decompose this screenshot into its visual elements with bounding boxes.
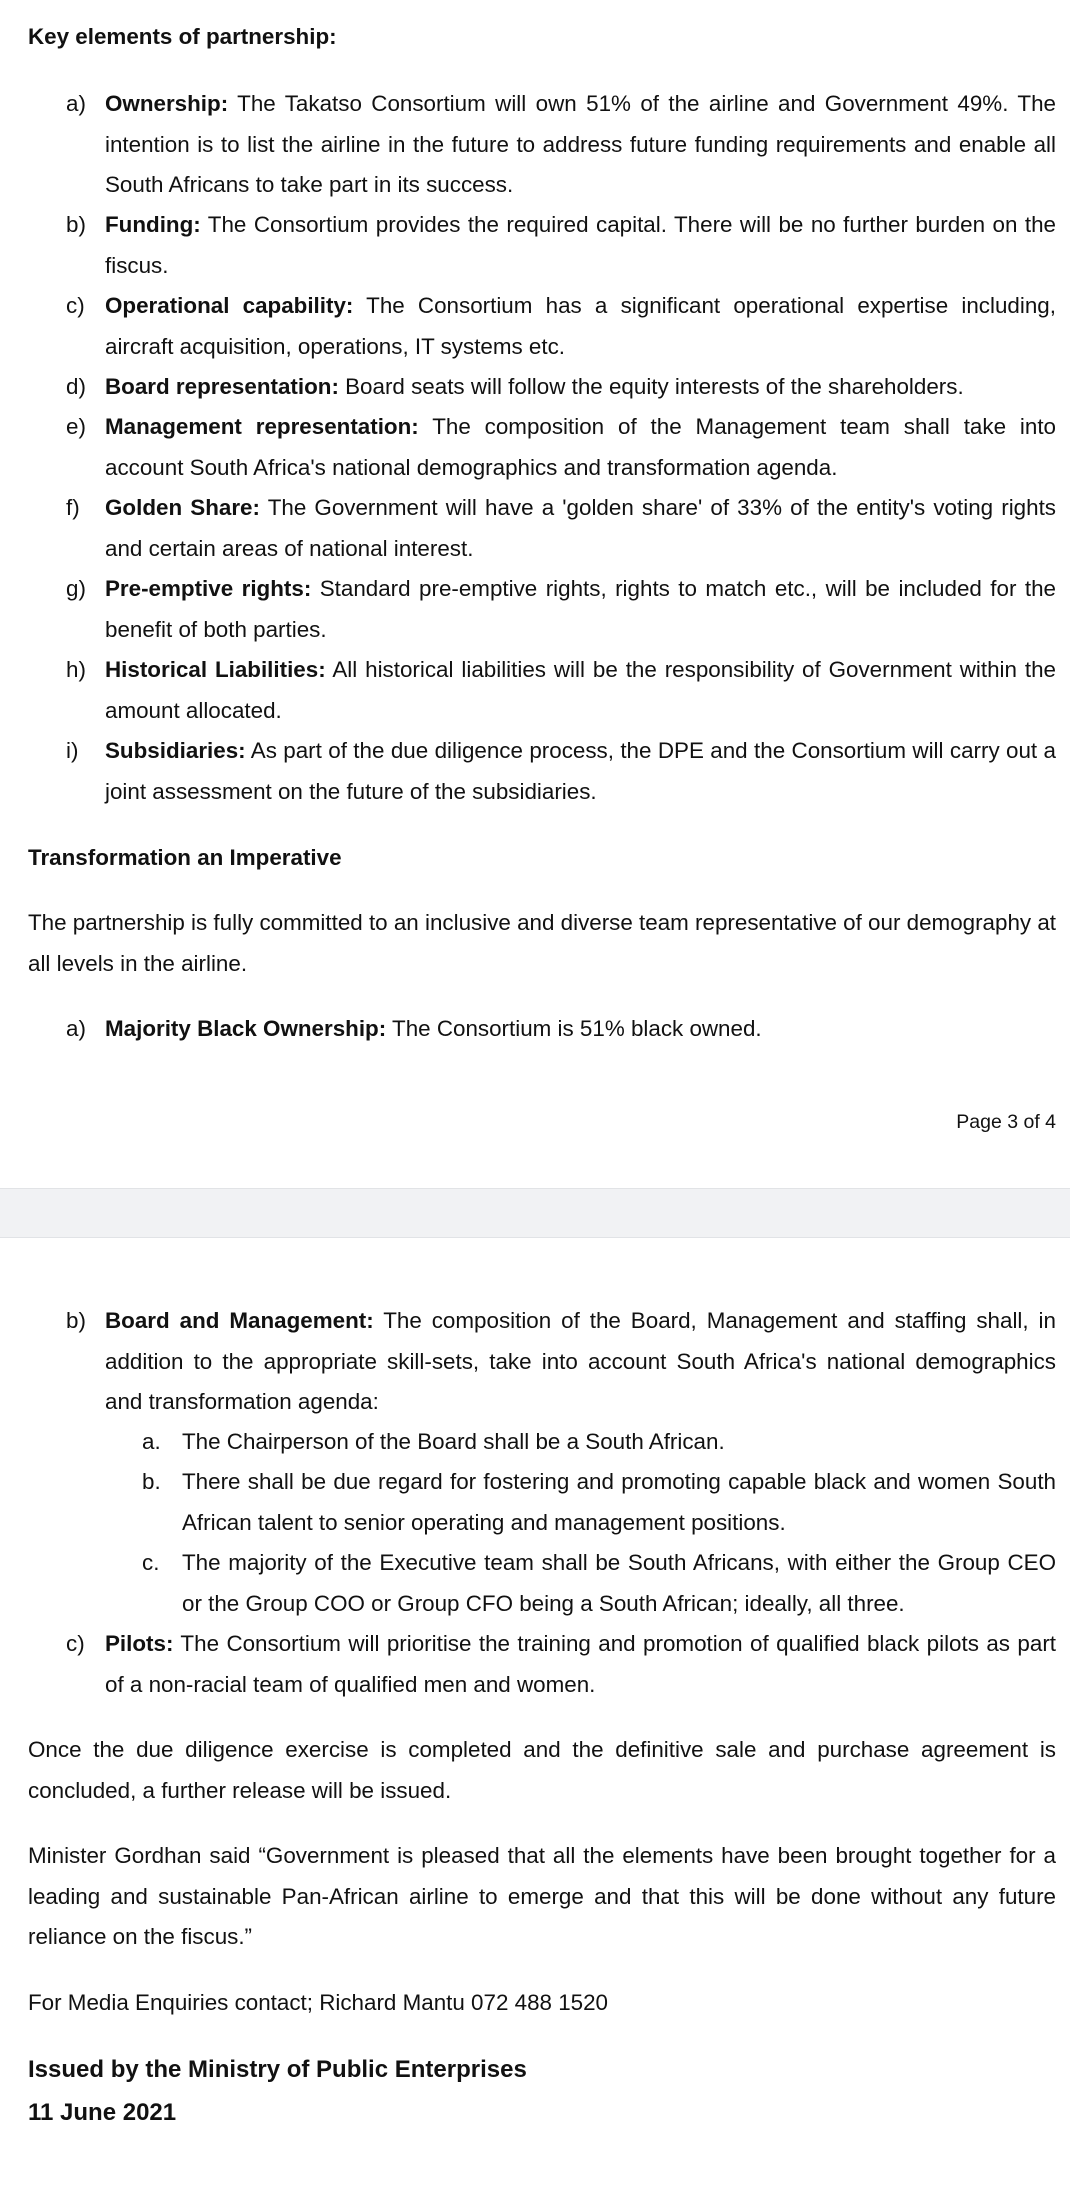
issued-by: Issued by the Ministry of Public Enterprises	[28, 2056, 527, 2083]
list-item	[28, 650, 1056, 731]
list-marker: h)	[66, 657, 86, 682]
transformation-intro: The partnership is fully committed to an inclusive and diverse team representative of our demography at all levels in the airline.	[28, 910, 1057, 976]
sub-item-text: There shall be due regard for fostering and promoting capable black and women South African talent to senior operating and management positions.	[182, 1469, 1056, 1535]
list-item	[28, 731, 1056, 812]
page-separator	[0, 1188, 1070, 1238]
issue-date: 11 June 2021	[28, 2099, 177, 2126]
list-item	[28, 1009, 1056, 1050]
item-text: The Government will have a 'golden share' of 33% of the entity's voting rights and certain areas of national interest.	[105, 495, 1056, 561]
sub-list-item	[28, 1422, 1056, 1463]
list-marker: b)	[66, 212, 86, 237]
list-marker: b)	[66, 1308, 86, 1333]
item-label: Majority Black Ownership:	[105, 1016, 387, 1041]
list-marker: a)	[66, 91, 86, 116]
item-label: Pilots:	[105, 1631, 174, 1656]
item-text: The composition of the Board, Management and staffing shall, in addition to the appropriate skill-sets, take into account South Africa's national demographics and transformation agenda:	[105, 1308, 1056, 1414]
item-label: Golden Share:	[105, 495, 260, 520]
sub-item-text: The majority of the Executive team shall be South Africans, with either the Group CEO or the Group COO or Group CFO being a South African; ideally, all three.	[182, 1550, 1056, 1616]
list-marker: d)	[66, 374, 86, 399]
list-marker: e)	[66, 414, 86, 439]
key-elements-heading: Key elements of partnership:	[28, 24, 337, 49]
item-label: Board and Management:	[105, 1308, 374, 1333]
transformation-heading: Transformation an Imperative	[28, 845, 342, 870]
sub-list-item	[28, 1462, 1056, 1543]
sub-list-marker: c.	[142, 1550, 160, 1575]
item-label: Funding:	[105, 212, 201, 237]
list-item	[28, 569, 1056, 650]
list-item	[28, 488, 1056, 569]
item-label: Operational capability:	[105, 293, 354, 318]
item-text: The Consortium is 51% black owned.	[386, 1016, 762, 1041]
list-marker: c)	[66, 1631, 85, 1656]
sub-list-marker: b.	[142, 1469, 161, 1494]
item-text: Board seats will follow the equity interests of the shareholders.	[338, 374, 964, 399]
list-item	[28, 1301, 1056, 1423]
list-item	[28, 407, 1056, 488]
media-contact: For Media Enquiries contact; Richard Mantu 072 488 1520	[28, 1990, 609, 2015]
sub-item-text: The Chairperson of the Board shall be a South African.	[182, 1429, 725, 1454]
list-item	[28, 205, 1056, 286]
item-label: Management representation:	[105, 414, 419, 439]
item-text: The Consortium will prioritise the training and promotion of qualified black pilots as part of a non-racial team of qualified men and women.	[105, 1631, 1056, 1697]
item-text: The Consortium provides the required capital. There will be no further burden on the fiscus.	[105, 212, 1056, 278]
document-page-4	[0, 1238, 1070, 2197]
item-label: Board representation:	[105, 374, 339, 399]
list-item	[28, 367, 1056, 408]
item-text: All historical liabilities will be the responsibility of Government within the amount allocated.	[105, 657, 1056, 723]
list-marker: i)	[66, 738, 79, 763]
list-item	[28, 84, 1056, 206]
item-label: Subsidiaries:	[105, 738, 246, 763]
list-item	[28, 1624, 1056, 1705]
list-marker: c)	[66, 293, 85, 318]
page-number: Page 3 of 4	[956, 1111, 1056, 1133]
list-marker: a)	[66, 1016, 86, 1041]
item-label: Pre-emptive rights:	[105, 576, 312, 601]
item-text: The Consortium has a significant operational expertise including, aircraft acquisition, operations, IT systems etc.	[105, 293, 1056, 359]
sub-list-item	[28, 1543, 1056, 1624]
list-marker: g)	[66, 576, 86, 601]
item-label: Historical Liabilities:	[105, 657, 326, 682]
item-text: The Takatso Consortium will own 51% of the airline and Government 49%. The intention is to list the airline in the future to address future funding requirements and enable all South Africans to take part in its success.	[105, 91, 1056, 197]
item-text: The composition of the Management team shall take into account South Africa's national demographics and transformation agenda.	[105, 414, 1056, 480]
sub-list-marker: a.	[142, 1429, 161, 1454]
list-item	[28, 286, 1056, 367]
closing-paragraph: Once the due diligence exercise is completed and the definitive sale and purchase agreement is concluded, a further release will be issued.	[28, 1737, 1056, 1803]
item-label: Ownership:	[105, 91, 229, 116]
item-text: Standard pre-emptive rights, rights to match etc., will be included for the benefit of both parties.	[105, 576, 1056, 642]
list-marker: f)	[66, 495, 80, 520]
item-text: As part of the due diligence process, the DPE and the Consortium will carry out a joint assessment on the future of the subsidiaries.	[105, 738, 1056, 804]
minister-quote-paragraph: Minister Gordhan said “Government is pleased that all the elements have been brought together for a leading and sustainable Pan-African airline to emerge and that this will be done without any future reliance on the fiscus.”	[28, 1843, 1056, 1949]
